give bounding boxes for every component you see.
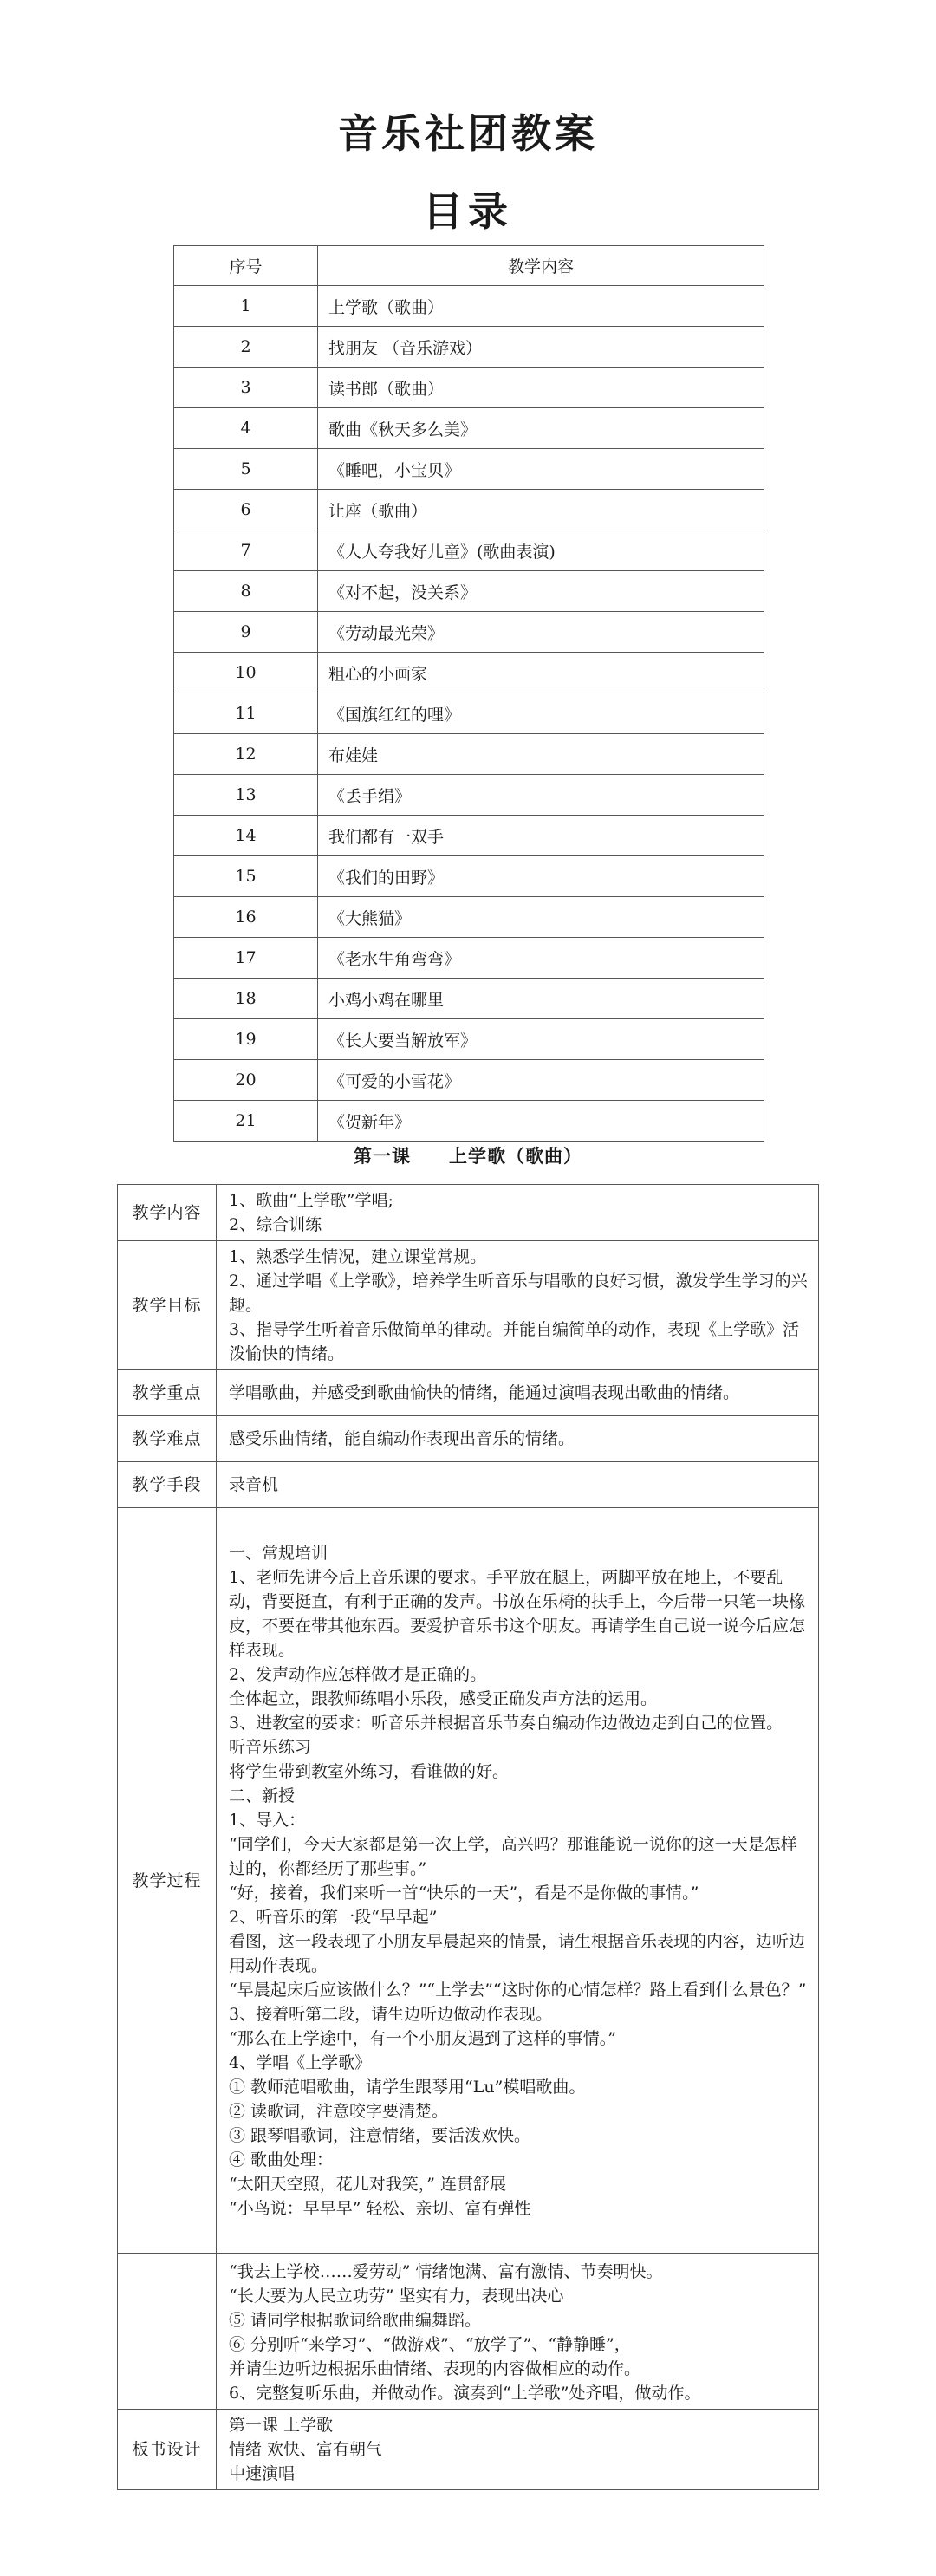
text-line: “长大要为人民立功劳” 坚实有力，表现出决心	[229, 2286, 564, 2306]
toc-row-content: 上学歌（歌曲）	[318, 286, 764, 327]
text-line: 看图，这一段表现了小朋友早晨起来的情景，请生根据音乐表现的内容，边听边用动作表现。	[229, 1931, 806, 1975]
toc-row-content: 《贺新年》	[318, 1101, 764, 1142]
plan-label-content: 教学内容	[118, 1185, 217, 1241]
toc-row-number: 5	[174, 449, 318, 490]
plan-label-board: 板书设计	[118, 2410, 217, 2490]
toc-row-content: 找朋友 （音乐游戏）	[318, 327, 764, 368]
toc-row-content: 《长大要当解放军》	[318, 1019, 764, 1060]
toc-row-number: 20	[174, 1060, 318, 1101]
toc-row	[174, 408, 764, 449]
plan-row-content	[118, 1185, 819, 1241]
toc-row-content: 布娃娃	[318, 734, 764, 775]
plan-row-goals	[118, 1241, 819, 1370]
toc-row-number: 10	[174, 653, 318, 693]
toc-row	[174, 897, 764, 938]
toc-row-number: 16	[174, 897, 318, 938]
toc-row	[174, 938, 764, 979]
plan-body-difficulties	[217, 1416, 819, 1462]
plan-label-means: 教学手段	[118, 1462, 217, 1508]
text-line: ① 教师范唱歌曲，请学生跟琴用“Lu”模唱歌曲。	[229, 2077, 586, 2097]
text-line: “那么在上学途中，有一个小朋友遇到了这样的事情。”	[229, 2028, 616, 2048]
text-line: 感受乐曲情绪，能自编动作表现出音乐的情绪。	[229, 1429, 575, 1448]
toc-row-number: 21	[174, 1101, 318, 1142]
toc-row	[174, 327, 764, 368]
toc-row-content: 《丢手绢》	[318, 775, 764, 816]
text-line: ④ 歌曲处理：	[229, 2150, 334, 2169]
plan-body-process-continued	[217, 2254, 819, 2410]
plan-body-means	[217, 1462, 819, 1508]
toc-row-content: 《可爱的小雪花》	[318, 1060, 764, 1101]
text-line: 3、进教室的要求：听音乐并根据音乐节奏自编动作边做边走到自己的位置。	[229, 1713, 783, 1733]
text-line: ③ 跟琴唱歌词，注意情绪，要活泼欢快。	[229, 2125, 531, 2145]
toc-row-content: 歌曲《秋天多么美》	[318, 408, 764, 449]
text-line: 将学生带到教室外练习，看谁做的好。	[229, 1761, 510, 1781]
toc-row	[174, 1101, 764, 1142]
toc-row-number: 13	[174, 775, 318, 816]
toc-row-number: 18	[174, 979, 318, 1019]
document-title: 音乐社团教案	[338, 110, 598, 157]
text-line: “好，接着，我们来听一首“快乐的一天”，看是不是你做的事情。”	[229, 1883, 699, 1903]
toc-row-content: 《我们的田野》	[318, 856, 764, 897]
plan-row-process-continued	[118, 2254, 819, 2410]
text-line: 情绪 欢快、富有朝气	[229, 2440, 383, 2459]
toc-row-content: 我们都有一双手	[318, 816, 764, 856]
toc-row-content: 小鸡小鸡在哪里	[318, 979, 764, 1019]
text-line: “太阳天空照，花儿对我笑，” 连贯舒展	[229, 2174, 506, 2194]
text-line: 并请生边听边根据乐曲情绪、表现的内容做相应的动作。	[229, 2358, 641, 2378]
text-line: 听音乐练习	[229, 1737, 312, 1757]
text-line: 4、学唱《上学歌》	[229, 2052, 372, 2072]
text-line: 录音机	[229, 1475, 279, 1494]
toc-row	[174, 856, 764, 897]
lesson-name: 上学歌（歌曲）	[449, 1145, 582, 1167]
text-line: 1、导入：	[229, 1810, 306, 1830]
text-line: 学唱歌曲，并感受到歌曲愉快的情绪，能通过演唱表现出歌曲的情绪。	[229, 1383, 740, 1402]
toc-row	[174, 1060, 764, 1101]
toc-row-number: 2	[174, 327, 318, 368]
toc-row-number: 14	[174, 816, 318, 856]
text-line: “早晨起床后应该做什么？”“上学去”“这时你的心情怎样？路上看到什么景色？”	[229, 1980, 807, 2000]
text-line: 1、老师先讲今后上音乐课的要求。手平放在腿上，两脚平放在地上，不要乱动，背要挺直，有利于正确的发声。书放在乐椅的扶手上，今后带一只笔一块橡皮，不要在带其他东西。要爱护音乐书这个朋友。再请学生自己说一说今后应怎样表现。	[229, 1567, 806, 1660]
toc-row-number: 12	[174, 734, 318, 775]
plan-label-empty	[118, 2254, 217, 2410]
lesson-number: 第一课	[354, 1145, 411, 1167]
toc-row-number: 7	[174, 530, 318, 571]
text-line: 二、新授	[229, 1786, 296, 1805]
plan-body-goals	[217, 1241, 819, 1370]
toc-body	[174, 286, 764, 1142]
text-line: “我去上学校……爱劳动” 情绪饱满、富有激情、节奏明快。	[229, 2261, 663, 2281]
text-line: “同学们，今天大家都是第一次上学，高兴吗？那谁能说一说你的这一天是怎样过的，你都经历了那些事。”	[229, 1834, 797, 1878]
text-line: 第一课 上学歌	[229, 2416, 334, 2435]
toc-row-content: 《睡吧，小宝贝》	[318, 449, 764, 490]
text-line: ② 读歌词，注意咬字要清楚。	[229, 2101, 449, 2121]
plan-label-key-points: 教学重点	[118, 1370, 217, 1416]
plan-body-process	[217, 1508, 819, 2254]
text-line: ⑥ 分别听“来学习”、“做游戏”、“放学了”、“静静睡”，	[229, 2334, 631, 2354]
toc-row	[174, 612, 764, 653]
toc-row-content: 《大熊猫》	[318, 897, 764, 938]
plan-row-means	[118, 1462, 819, 1508]
plan-label-difficulties: 教学难点	[118, 1416, 217, 1462]
toc-row	[174, 530, 764, 571]
text-line: 3、指导学生听着音乐做简单的律动。并能自编简单的动作，表现《上学歌》活泼愉快的情绪。	[229, 1320, 800, 1363]
plan-row-key-points	[118, 1370, 819, 1416]
toc-row-content: 《人人夸我好儿童》(歌曲表演)	[318, 530, 764, 571]
toc-row	[174, 286, 764, 327]
toc-row	[174, 449, 764, 490]
plan-row-board	[118, 2410, 819, 2490]
toc-row	[174, 1019, 764, 1060]
toc-header-row	[174, 246, 764, 286]
toc-row-number: 4	[174, 408, 318, 449]
toc-row-content: 《国旗红红的哩》	[318, 693, 764, 734]
toc-row-number: 11	[174, 693, 318, 734]
toc-row-number: 3	[174, 368, 318, 408]
text-line: 全体起立，跟教师练唱小乐段，感受正确发声方法的运用。	[229, 1688, 658, 1708]
toc-header-number: 序号	[174, 246, 318, 286]
toc-title: 目录	[423, 188, 513, 235]
text-line: 3、接着听第二段，请生边听边做动作表现。	[229, 2004, 553, 2024]
toc-row	[174, 693, 764, 734]
text-line: ⑤ 请同学根据歌词给歌曲编舞蹈。	[229, 2310, 482, 2330]
text-line: 中速演唱	[229, 2464, 296, 2483]
text-line: 一、常规培训	[229, 1543, 328, 1563]
text-line: 1、歌曲“上学歌”学唱;	[229, 1191, 393, 1210]
lesson-plan-table	[117, 1184, 819, 2490]
text-line: 2、综合训练	[229, 1215, 322, 1234]
plan-body-board	[217, 2410, 819, 2490]
toc-row-content: 粗心的小画家	[318, 653, 764, 693]
plan-label-goals: 教学目标	[118, 1241, 217, 1370]
plan-label-process: 教学过程	[118, 1508, 217, 2254]
toc-row	[174, 490, 764, 530]
toc-row-number: 1	[174, 286, 318, 327]
text-line: 6、完整复听乐曲，并做动作。演奏到“上学歌”处齐唱，做动作。	[229, 2383, 701, 2403]
toc-row-content: 《对不起，没关系》	[318, 571, 764, 612]
toc-row	[174, 734, 764, 775]
lesson-heading	[0, 1142, 936, 1168]
toc-row	[174, 775, 764, 816]
toc-row-number: 6	[174, 490, 318, 530]
toc-row	[174, 979, 764, 1019]
text-line: 2、发声动作应怎样做才是正确的。	[229, 1664, 487, 1684]
text-line: 2、通过学唱《上学歌》，培养学生听音乐与唱歌的良好习惯，激发学生学习的兴趣。	[229, 1272, 808, 1315]
toc-row-number: 17	[174, 938, 318, 979]
text-line: “小鸟说：早早早” 轻松、亲切、富有弹性	[229, 2198, 531, 2218]
plan-row-difficulties	[118, 1416, 819, 1462]
toc-row	[174, 653, 764, 693]
toc-row-number: 19	[174, 1019, 318, 1060]
toc-row-number: 8	[174, 571, 318, 612]
text-line: 2、听音乐的第一段“早早起”	[229, 1907, 438, 1927]
toc-row-content: 读书郎（歌曲）	[318, 368, 764, 408]
toc-row	[174, 816, 764, 856]
toc-row-content: 让座（歌曲）	[318, 490, 764, 530]
toc-row-content: 《老水牛角弯弯》	[318, 938, 764, 979]
plan-body-key-points	[217, 1370, 819, 1416]
plan-row-process	[118, 1508, 819, 2254]
text-line: 1、熟悉学生情况，建立课堂常规。	[229, 1247, 487, 1266]
toc-row	[174, 571, 764, 612]
toc-table	[173, 245, 764, 1142]
toc-row-number: 9	[174, 612, 318, 653]
toc-row	[174, 368, 764, 408]
toc-row-number: 15	[174, 856, 318, 897]
toc-header-content: 教学内容	[318, 246, 764, 286]
plan-body-content	[217, 1185, 819, 1241]
toc-row-content: 《劳动最光荣》	[318, 612, 764, 653]
